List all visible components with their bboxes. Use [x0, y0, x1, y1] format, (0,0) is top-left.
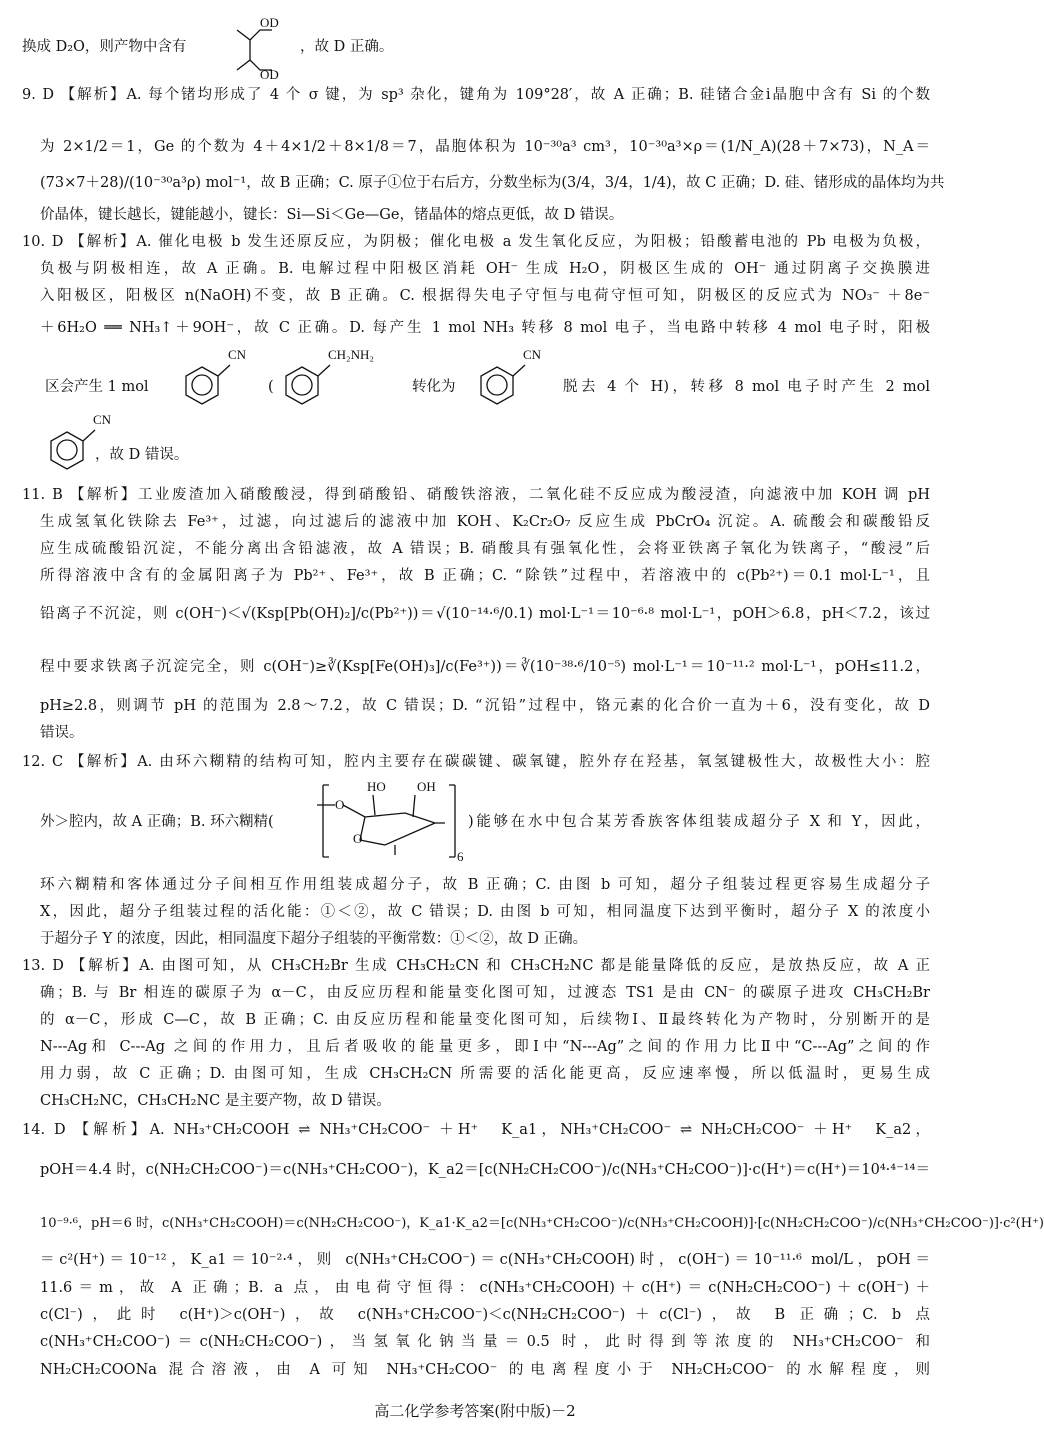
- q9-line: 价晶体，键长越长，键能越小，键长：Si—Si＜Ge—Ge，锗晶体的熔点更低，故 D 错误。: [40, 207, 624, 223]
- intro-tail: ，故 D 正确。: [300, 39, 394, 55]
- diol-structure: [232, 5, 302, 80]
- q11-line: 程中要求铁离子沉淀完全，则 c(OH⁻)≥∛(Ksp[Fe(OH)₃]/c(Fe³⁺))＝∛(10⁻³⁸·⁶/10⁻⁵) mol·L⁻¹＝10⁻¹¹·² mol·L⁻¹，pOH≤11.2，: [40, 659, 930, 675]
- svg-text:CH₂NH₂: CH₂NH₂: [328, 347, 374, 362]
- q14-line: 14. D 【解析】A. NH₃⁺CH₂COOH ⇌ NH₃⁺CH₂COO⁻ ＋H⁺ K_a1，NH₃⁺CH₂COO⁻ ⇌ NH₂CH₂COO⁻ ＋H⁺ K_a2，: [22, 1122, 930, 1138]
- q10-line: 10. D 【解析】A. 催化电极 b 发生还原反应，为阴极；催化电极 a 发生氧化反应，为阳极；铅酸蓄电池的 Pb 电极为负极，: [22, 234, 930, 250]
- q14-line: 10⁻⁹·⁶，pH＝6 时，c(NH₃⁺CH₂COOH)＝c(NH₂CH₂COO⁻)，K_a1·K_a2＝[c(NH₃⁺CH₂COO⁻)/c(NH₃⁺CH₂COOH)]·[c(NH₂CH₂COO⁻)/c(NH₃⁺CH₂COO⁻)]·c²(H⁺): [40, 1216, 1044, 1231]
- q11-line: 所得溶液中含有的金属阳离子为 Pb²⁺、Fe³⁺，故 B 正确；C. “除铁”过程中，若溶液中的 c(Pb²⁺)＝0.1 mol·L⁻¹，且: [40, 568, 930, 584]
- q14-line: c(Cl⁻)，此时 c(H⁺)＞c(OH⁻)，故 c(NH₃⁺CH₂COO⁻)＜c(NH₂CH₂COO⁻)＋c(Cl⁻)，故 B 正确；C. b 点: [40, 1307, 930, 1323]
- q14-line: ＝c²(H⁺)＝10⁻¹²，K_a1＝10⁻²·⁴，则 c(NH₃⁺CH₂COO⁻)＝c(NH₃⁺CH₂COOH)时，c(OH⁻)＝10⁻¹¹·⁶ mol/L，pOH＝: [40, 1252, 930, 1268]
- q12-line: 环六糊精和客体通过分子间相互作用组装成超分子，故 B 正确；C. 由图 b 可知，超分子组装过程更容易生成超分子: [40, 877, 930, 893]
- q10-line: 入阳极区，阳极区 n(NaOH)不变，故 B 正确。C. 根据得失电子守恒与电荷守恒可知，阴极区的反应式为 NO₃⁻ ＋8e⁻: [40, 288, 930, 304]
- q9-line: 9. D 【解析】A. 每个锗均形成了 4 个 σ 键，为 sp³ 杂化，键角为 109°28′，故 A 正确；B. 硅锗合金ⅰ晶胞中含有 Si 的个数: [22, 87, 930, 103]
- q14-line: NH₂CH₂COONa 混合溶液，由 A 可知 NH₃⁺CH₂COO⁻ 的电离程度小于 NH₂CH₂COO⁻ 的水解程度，则: [40, 1362, 930, 1378]
- svg-text:CN: CN: [523, 347, 542, 362]
- q11-line: pH≥2.8，则调节 pH 的范围为 2.8～7.2，故 C 错误；D. “沉铅”过程中，铬元素的化合价一直为＋6，没有变化，故 D: [40, 698, 930, 714]
- q11-line: 错误。: [40, 725, 84, 741]
- q12-line: )能够在水中包合某芳香族客体组装成超分子 X 和 Y，因此，: [468, 814, 930, 830]
- q12-line: X，因此，超分子组装过程的活化能：①＜②，故 C 错误；D. 由图 b 可知，相同温度下达到平衡时，超分子 X 的浓度小: [40, 904, 930, 920]
- benzonitrile-structure: [475, 345, 555, 415]
- page-footer: 高二化学参考答案(附中版)－2: [374, 1402, 576, 1420]
- svg-text:O: O: [353, 831, 363, 846]
- q10-tail: ，故 D 错误。: [95, 447, 189, 463]
- q11-line: 11. B 【解析】工业废渣加入硝酸酸浸，得到硝酸铅、硝酸铁溶液，二氧化硅不反应成为酸浸渣，向滤液中加 KOH 调 pH: [22, 487, 930, 503]
- q12-line: 12. C 【解析】A. 由环六糊精的结构可知，腔内主要存在碳碳键、碳氧键，腔外存在羟基，氧氢键极性大，故极性大小：腔: [22, 754, 930, 770]
- q13-line: 13. D 【解析】A. 由图可知，从 CH₃CH₂Br 生成 CH₃CH₂CN 和 CH₃CH₂NC 都是能量降低的反应，是放热反应，故 A 正: [22, 958, 930, 974]
- cyclodextrin-structure: [315, 775, 475, 865]
- q12-line: 于超分子 Y 的浓度，因此，相同温度下超分子组装的平衡常数：①＜②，故 D 正确。: [40, 931, 588, 947]
- q14-line: c(NH₃⁺CH₂COO⁻)＝c(NH₂CH₂COO⁻)，当氢氧化钠当量＝0.5 时，此时得到等浓度的 NH₃⁺CH₂COO⁻ 和: [40, 1334, 930, 1350]
- q11-line: 生成氢氧化铁除去 Fe³⁺，过滤，向过滤后的滤液中加 KOH、K₂Cr₂O₇ 反应生成 PbCrO₄ 沉淀。A. 硫酸会和碳酸铅反: [40, 514, 930, 530]
- svg-text:HO: HO: [367, 779, 386, 794]
- svg-text:6: 6: [457, 849, 464, 864]
- q13-line: 的 α－C，形成 C—C，故 B 正确；C. 由反应历程和能量变化图可知，后续物Ⅰ、Ⅱ最终转化为产物时，分别断开的是: [40, 1012, 930, 1028]
- q11-line: 应生成硫酸铅沉淀，不能分离出含铅滤液，故 A 错误；B. 硝酸具有强氧化性，会将亚铁离子氧化为铁离子，“酸浸”后: [40, 541, 930, 557]
- svg-text:OD: OD: [260, 15, 279, 30]
- q9-line: 为 2×1/2＝1，Ge 的个数为 4＋4×1/2＋8×1/8＝7，晶胞体积为 10⁻³⁰a³ cm³，10⁻³⁰a³×ρ＝(1/N_A)(28＋7×73)，N_A＝: [40, 139, 930, 155]
- q10-line: 负极与阴极相连，故 A 正确。B. 电解过程中阳极区消耗 OH⁻ 生成 H₂O，阴极区生成的 OH⁻ 通过阴离子交换膜进: [40, 261, 930, 277]
- svg-text:O: O: [335, 797, 345, 812]
- svg-text:CN: CN: [228, 347, 247, 362]
- intro-text: 换成 D₂O，则产物中含有: [22, 39, 187, 55]
- svg-text:OD: OD: [260, 67, 279, 82]
- q11-line: 铅离子不沉淀，则 c(OH⁻)＜√(Ksp[Pb(OH)₂]/c(Pb²⁺))＝√(10⁻¹⁴·⁶/0.1) mol·L⁻¹＝10⁻⁶·⁸ mol·L⁻¹，pOH＞6.8，pH＜7.2，该过: [40, 606, 930, 622]
- q10-line: ＋6H₂O ══ NH₃↑＋9OH⁻，故 C 正确。D. 每产生 1 mol NH₃ 转移 8 mol 电子，当电路中转移 4 mol 电子时，阳极: [40, 320, 930, 336]
- benzylamine-structure: [280, 345, 400, 415]
- q13-line: 用力弱，故 C 正确；D. 由图可知，生成 CH₃CH₂CN 所需要的活化能更高，反应速率慢，所以低温时，更易生成: [40, 1066, 930, 1082]
- q13-line: CH₃CH₂NC，CH₃CH₂NC 是主要产物，故 D 错误。: [40, 1093, 391, 1109]
- q10-seg: 转化为: [412, 379, 456, 395]
- q13-line: N---Ag和 C---Ag 之间的作用力，且后者吸收的能量更多，即Ⅰ中“N---Ag”之间的作用力比Ⅱ中“C---Ag”之间的作: [40, 1039, 930, 1055]
- q10-seg: 脱去 4 个 H)，转移 8 mol 电子时产生 2 mol: [563, 379, 930, 395]
- q9-line: (73×7＋28)/(10⁻³⁰a³ρ) mol⁻¹，故 B 正确；C. 原子①位于右后方，分数坐标为(3/4，3/4，1/4)，故 C 正确；D. 硅、锗形成的晶体均为共: [40, 175, 945, 191]
- svg-text:CN: CN: [93, 412, 112, 427]
- benzonitrile-structure: [180, 345, 247, 415]
- svg-text:OH: OH: [417, 779, 436, 794]
- q13-line: 确；B. 与 Br 相连的碳原子为 α－C，由反应历程和能量变化图可知，过渡态 TS1 是由 CN⁻ 的碳原子进攻 CH₃CH₂Br: [40, 985, 930, 1001]
- q12-line: 外＞腔内，故 A 正确；B. 环六糊精(: [40, 814, 274, 830]
- q14-line: pOH＝4.4 时，c(NH₂CH₂COO⁻)＝c(NH₃⁺CH₂COO⁻)，K_a2＝[c(NH₂CH₂COO⁻)/c(NH₃⁺CH₂COO⁻)]·c(H⁺)＝c(H⁺)＝10⁴·⁴⁻¹⁴＝: [40, 1162, 930, 1178]
- q14-line: 11.6＝m，故 A 正确；B. a 点，由电荷守恒得：c(NH₃⁺CH₂COOH)＋c(H⁺)＝c(NH₂CH₂COO⁻)＋c(OH⁻)＋: [40, 1280, 930, 1296]
- q10-seg: 区会产生 1 mol: [45, 379, 149, 395]
- q10-seg: (: [268, 379, 274, 395]
